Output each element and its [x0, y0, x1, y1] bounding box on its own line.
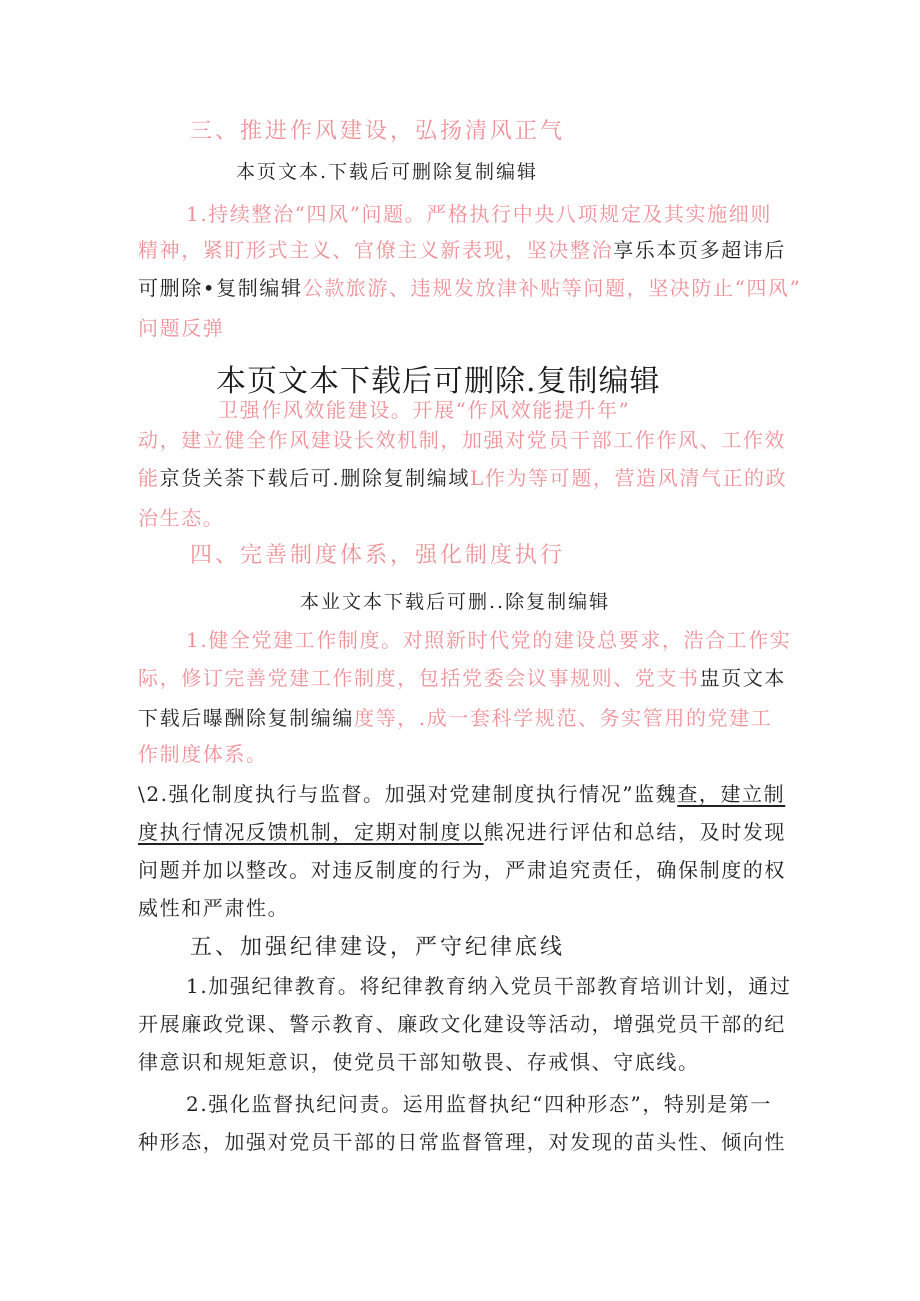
paragraph-3-line-3: [138, 704, 772, 732]
paragraph-text: 能: [138, 466, 160, 490]
watermark-text-2: 本页文本下载后可删除.复制编辑: [216, 364, 661, 399]
watermark-fragment: 京货关荼下载后可.删除复制编域: [159, 466, 470, 490]
paragraph-4-line-2: [138, 818, 786, 846]
paragraph-3-line-2: [138, 664, 786, 692]
section-heading-3: 三、推进作风建设，弘扬清风正气: [190, 119, 566, 144]
paragraph-1-line-4: 问题反弹: [138, 316, 225, 340]
paragraph-1-line-3: [138, 274, 801, 302]
paragraph-text: 精神，紧盯形式主义、官僚主义新表现，坚决整治: [138, 238, 614, 262]
paragraph-4-line-4: 威性和严肃性。: [138, 896, 290, 920]
watermark-text-3: 本业文本下载后可删..除复制编辑: [300, 591, 611, 613]
paragraph-3-line-4: 作制度体系。: [138, 742, 268, 766]
paragraph-2-line-3: [138, 464, 787, 492]
watermark-fragment: 下载后曝酬除复制编编: [138, 706, 354, 730]
paragraph-3-line-1: 1.健全党建工作制度。对照新时代党的建设总要求，浩合工作实: [186, 628, 792, 652]
paragraph-text: 际，修订完善党建工作制度，包括党委会议事规则、党支书: [138, 666, 700, 690]
watermark-fragment: 盅页文本: [699, 666, 787, 690]
watermark-fragment: 享乐本页多超讳后: [613, 238, 787, 262]
paragraph-2-line-2: 动，建立健全作风建设长效机制，加强对党员干部工作作风、工作效: [138, 428, 786, 452]
paragraph-5-line-3: 律意识和规矩意识，使党员干部知敬畏、存戒惧、守底线。: [138, 1050, 700, 1074]
section-heading-4: 四、完善制度体系，强化制度执行: [190, 543, 566, 568]
section-heading-5: 五、加强纪律建设，严守纪律底线: [190, 935, 566, 960]
paragraph-text: 熊况进行评估和总结，及时发现: [483, 820, 787, 844]
paragraph-1-line-2: [138, 236, 786, 264]
paragraph-text: L作为等可题，营造风清气正的政: [469, 466, 788, 490]
paragraph-text: 公款旅游、违规发放津补贴等问题，坚决防止“四风”: [302, 276, 802, 300]
paragraph-text: 度等，.成一套科学规范、务实管用的党建工: [354, 706, 773, 730]
watermark-text-1: 本页文本.下载后可删除复制编辑: [236, 161, 539, 183]
underlined-text: 度执行情况反馈机制，定期对制度以: [138, 820, 484, 844]
paragraph-5-line-1: 1.加强纪律教育。将纪律教育纳入党员干部教育培训计划，通过: [186, 974, 792, 998]
paragraph-4-line-3: 问题并加以整改。对违反制度的行为，严肃追究责任，确保制度的权: [138, 858, 786, 882]
paragraph-6-line-2: 种形态，加强对党员干部的日常监督管理，对发现的苗头性、倾向性: [138, 1130, 786, 1154]
paragraph-4-line-1: [138, 780, 785, 808]
paragraph-2-line-4: 治生态。: [138, 506, 225, 530]
underlined-text: 查，建立制: [677, 782, 786, 806]
paragraph-text: \2.强化制度执行与监督。加强对党建制度执行情况”监魏: [138, 782, 678, 806]
watermark-fragment: 可删除•复制编辑: [138, 276, 303, 300]
paragraph-5-line-2: 开展廉政党课、警示教育、廉政文化建设等活动，增强党员干部的纪: [138, 1012, 786, 1036]
paragraph-6-line-1: 2.强化监督执纪问责。运用监督执纪“四种形态”，特别是第一: [186, 1092, 772, 1116]
paragraph-2-line-1: 卫强作风效能建设。开展“作风效能提升年”: [218, 398, 631, 422]
paragraph-1-line-1: 1.持续整治“四风”问题。严格执行中央八项规定及其实施细则: [186, 202, 772, 226]
